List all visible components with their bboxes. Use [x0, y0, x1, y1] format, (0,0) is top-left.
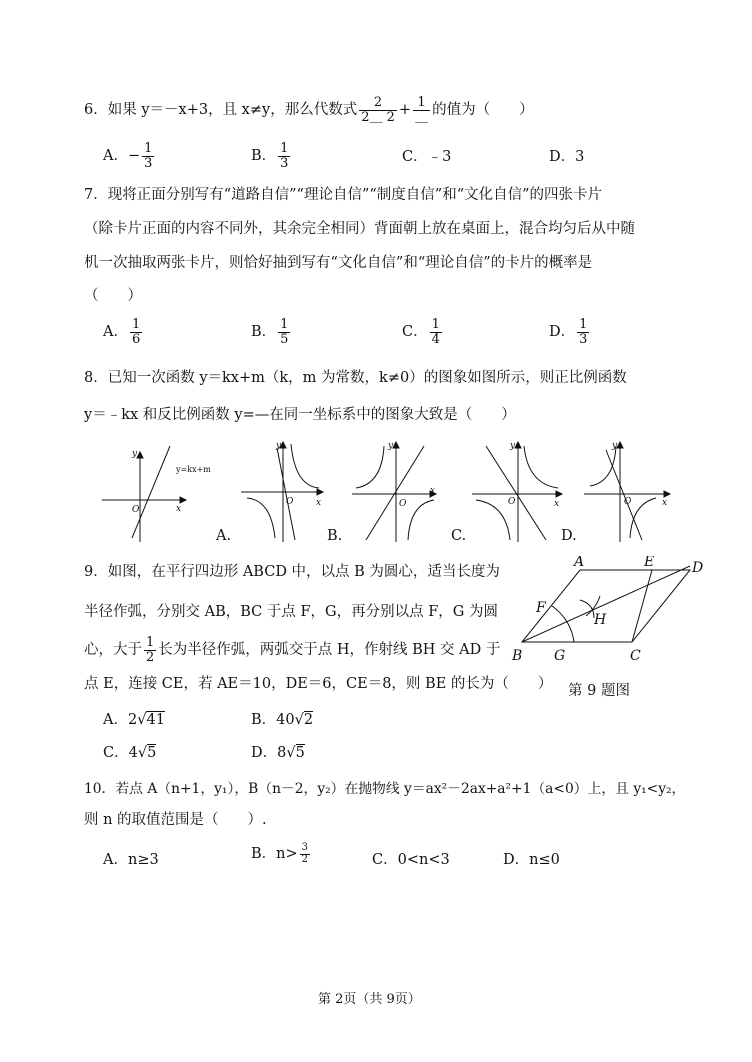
q9-line-2: 半径作弧，分别交 AB，BC 于点 F，G，再分别以点 F，G 为圆: [84, 604, 498, 620]
q6-option-b[interactable]: [251, 142, 292, 170]
option-label: A．: [103, 712, 128, 728]
q9-figure: [508, 556, 708, 666]
sqrt-icon: √: [294, 712, 304, 728]
option-radicand: 2: [303, 712, 314, 728]
q6-plus: +: [398, 102, 412, 119]
q8-graph-c: [472, 442, 562, 542]
q6-stem-b: 的值为（ ）: [432, 102, 534, 119]
line-kx-plus-m: [132, 446, 170, 538]
option-fraction: [142, 142, 154, 170]
q10-option-c[interactable]: [372, 848, 450, 869]
hyperbola-branch-1: [356, 446, 384, 488]
q8-b-x-label: x: [430, 486, 436, 496]
option-fraction: [278, 142, 290, 170]
option-coef: 40: [276, 712, 295, 728]
q9-line-3: [84, 636, 500, 664]
hyperbola-branch-2: [476, 500, 510, 540]
option-sign: −: [127, 148, 141, 165]
hyperbola-branch-1: [524, 446, 558, 488]
sqrt-icon: √: [137, 745, 148, 761]
q6-fraction-1: [359, 96, 397, 124]
q8-b-y-label: y: [388, 441, 394, 451]
frac-num: 1: [131, 317, 141, 332]
q8-d-x-label: x: [662, 498, 668, 508]
q9-option-a[interactable]: [103, 708, 165, 729]
hyperbola-branch-2: [247, 498, 275, 538]
line-prop: [606, 450, 642, 540]
option-radicand: 5: [147, 745, 157, 761]
q9-point-e: E: [644, 556, 655, 570]
sqrt-icon: √: [137, 712, 147, 728]
q6-stem: [84, 96, 534, 124]
q9-point-a: A: [574, 556, 585, 570]
frac-num: 1: [431, 317, 440, 332]
frac-den: 5: [280, 331, 289, 347]
q6-option-d[interactable]: [549, 145, 584, 166]
line-prop: [486, 446, 546, 540]
option-text: 0<n<3: [397, 852, 450, 868]
q7-line-2: （除卡片正面的内容不同外，其余完全相同）背面朝上放在桌面上，混合均匀后从中随: [84, 221, 635, 237]
q9-point-g: G: [554, 648, 566, 664]
frac-den: 6: [131, 331, 141, 347]
option-text: 3: [575, 149, 585, 165]
q8-a-origin: O: [286, 497, 294, 507]
option-label: B．: [251, 712, 277, 728]
option-label: B．: [251, 324, 277, 341]
q6-frac1-den: 2＿ 2: [361, 109, 395, 125]
frac-num: 1: [146, 635, 155, 650]
option-fraction: [577, 318, 589, 346]
q6-option-a[interactable]: [103, 142, 156, 170]
q9-option-b[interactable]: [251, 708, 313, 729]
q7-option-d[interactable]: [549, 318, 591, 346]
q9-line-3b: 长为半径作弧，两弧交于点 H，作射线 BH 交 AD 于: [158, 642, 501, 659]
q8-option-b[interactable]: B.: [327, 528, 343, 544]
q8-graphs: [96, 438, 676, 550]
option-label: D．: [549, 149, 576, 165]
option-radicand: 5: [295, 745, 305, 761]
q8-a-x-label: x: [316, 498, 322, 508]
q9-point-d: D: [692, 560, 704, 576]
frac-num: 1: [144, 141, 153, 156]
q10-option-d[interactable]: [503, 848, 560, 869]
q8-line-1: 8．已知一次函数 y＝kx+m（k，m 为常数，k≠0）的图象如图所示，则正比例函数: [84, 370, 627, 386]
frac-den: 3: [144, 155, 153, 171]
q7-line-4: （ ）: [84, 288, 142, 304]
q8-line-2: y＝﹣kx 和反比例函数 y=—在同一坐标系中的图象大致是（ ）: [84, 407, 516, 423]
option-label: B．: [251, 148, 277, 165]
x-axis-arrow: [664, 491, 670, 497]
q7-option-c[interactable]: [402, 318, 444, 346]
q8-option-c[interactable]: C.: [451, 528, 467, 544]
option-label: A．: [103, 148, 128, 165]
line-prop: [366, 446, 424, 540]
q9-option-c[interactable]: [103, 741, 156, 762]
option-label: A．: [103, 852, 128, 868]
q8-given-line-label: y=kx+m: [176, 465, 211, 474]
option-fraction: [278, 318, 290, 346]
q9-line-3a: 心，大于: [84, 642, 142, 659]
option-fraction: [300, 843, 310, 865]
q9-point-c: C: [630, 648, 641, 664]
q9-point-h: H: [594, 612, 607, 628]
option-text: n>: [276, 846, 298, 862]
hyperbola-branch-1: [291, 444, 319, 488]
option-label: C．: [103, 745, 129, 761]
frac-den: 2: [301, 853, 309, 865]
option-label: B．: [251, 846, 277, 862]
option-coef: 8: [277, 745, 287, 761]
q7-line-3: 机一次抽取两张卡片，则恰好抽到写有“文化自信”和“理论自信”的卡片的概率是: [84, 255, 593, 271]
q8-c-origin: O: [508, 497, 516, 507]
q6-fraction-2: [413, 96, 430, 124]
y-axis-arrow: [393, 442, 399, 448]
segment-ce: [632, 570, 652, 642]
frac-num: 1: [579, 317, 588, 332]
q8-d-y-label: y: [612, 441, 618, 451]
frac-num: 1: [280, 317, 289, 332]
q8-option-a[interactable]: A.: [216, 528, 232, 544]
q9-line-4: 点 E，连接 CE，若 AE＝10，DE＝6，CE＝8，则 BE 的长为（ ）: [84, 676, 553, 692]
q8-graph-d: [584, 442, 670, 542]
q8-c-x-label: x: [554, 499, 560, 509]
q8-given-y-label: y: [132, 449, 138, 459]
page-footer: 第 2页（共 9页）: [318, 992, 421, 1007]
q9-option-d[interactable]: [251, 741, 305, 762]
hyperbola-branch-2: [630, 498, 656, 538]
q8-c-y-label: y: [510, 441, 516, 451]
q8-graph-b: [352, 442, 436, 542]
line-prop: [277, 448, 295, 540]
q8-given-x-label: x: [176, 504, 182, 514]
option-label: D．: [549, 324, 576, 341]
option-text: ﹣3: [427, 149, 452, 165]
parallelogram-abcd: [522, 570, 690, 642]
q10-line-2: 则 n 的取值范围是（ ）.: [84, 812, 267, 828]
q6-stem-a: 6．如果 y＝－x+3，且 x≠y，那么代数式: [84, 102, 358, 119]
option-label: C．: [402, 149, 428, 165]
q7-option-a[interactable]: [103, 318, 144, 346]
option-text: n≤0: [529, 852, 560, 868]
y-axis-arrow: [137, 452, 143, 458]
q8-b-origin: O: [399, 499, 407, 509]
q8-d-origin: O: [624, 497, 632, 507]
q8-given-graph: [102, 446, 186, 542]
hyperbola-branch-1: [590, 446, 616, 486]
q9-figure-caption: 第 9 题图: [568, 683, 630, 699]
option-text: n≥3: [127, 852, 159, 868]
option-coef: 2: [127, 712, 138, 728]
q8-given-origin: O: [132, 505, 140, 515]
q8-option-d[interactable]: D.: [561, 528, 577, 544]
frac-num: 1: [280, 141, 289, 156]
q8-a-y-label: y: [276, 441, 282, 451]
option-label: A．: [103, 324, 128, 341]
option-fraction: [130, 318, 142, 346]
x-axis-arrow: [556, 491, 562, 497]
q6-option-c[interactable]: [402, 145, 451, 166]
q9-point-b: B: [512, 648, 523, 664]
ray-bh: [522, 566, 690, 642]
hyperbola-branch-2: [408, 500, 434, 540]
q7-option-b[interactable]: [251, 318, 292, 346]
x-axis-arrow: [317, 489, 323, 495]
frac-den: 2: [146, 649, 155, 665]
x-axis-arrow: [180, 497, 186, 503]
frac-den: 4: [431, 331, 440, 347]
option-radicand: 41: [146, 712, 165, 728]
option-coef: 4: [128, 745, 138, 761]
frac-num: 3: [301, 842, 309, 853]
q6-frac2-num: 1: [413, 96, 430, 111]
option-fraction: [430, 318, 442, 346]
q10-option-a[interactable]: [103, 848, 159, 869]
q6-frac2-den: ＿: [415, 109, 429, 125]
q10-option-b[interactable]: [251, 842, 312, 865]
q8-graph-a: [241, 442, 323, 542]
option-label: D．: [503, 852, 530, 868]
y-axis-arrow: [617, 442, 623, 448]
sqrt-icon: √: [286, 745, 296, 761]
option-label: C．: [372, 852, 398, 868]
option-label: D．: [251, 745, 278, 761]
frac-den: 3: [280, 155, 289, 171]
q9-line-1: 9．如图，在平行四边形 ABCD 中，以点 B 为圆心，适当长度为: [84, 564, 500, 580]
q10-line-1: 10．若点 A（n+1，y₁），B（n－2，y₂）在抛物线 y＝ax²－2ax+a²+1（a<0）上，且 y₁<y₂，: [84, 781, 686, 797]
q9-half-fraction: [144, 636, 156, 664]
q9-point-f: F: [536, 600, 546, 616]
frac-den: 3: [579, 331, 588, 347]
q6-frac1-num: 2: [359, 96, 397, 111]
y-axis-arrow: [515, 442, 521, 448]
option-label: C．: [402, 324, 428, 341]
q7-line-1: 7．现将正面分别写有“道路自信”“理论自信”“制度自信”和“文化自信”的四张卡片: [84, 187, 603, 203]
